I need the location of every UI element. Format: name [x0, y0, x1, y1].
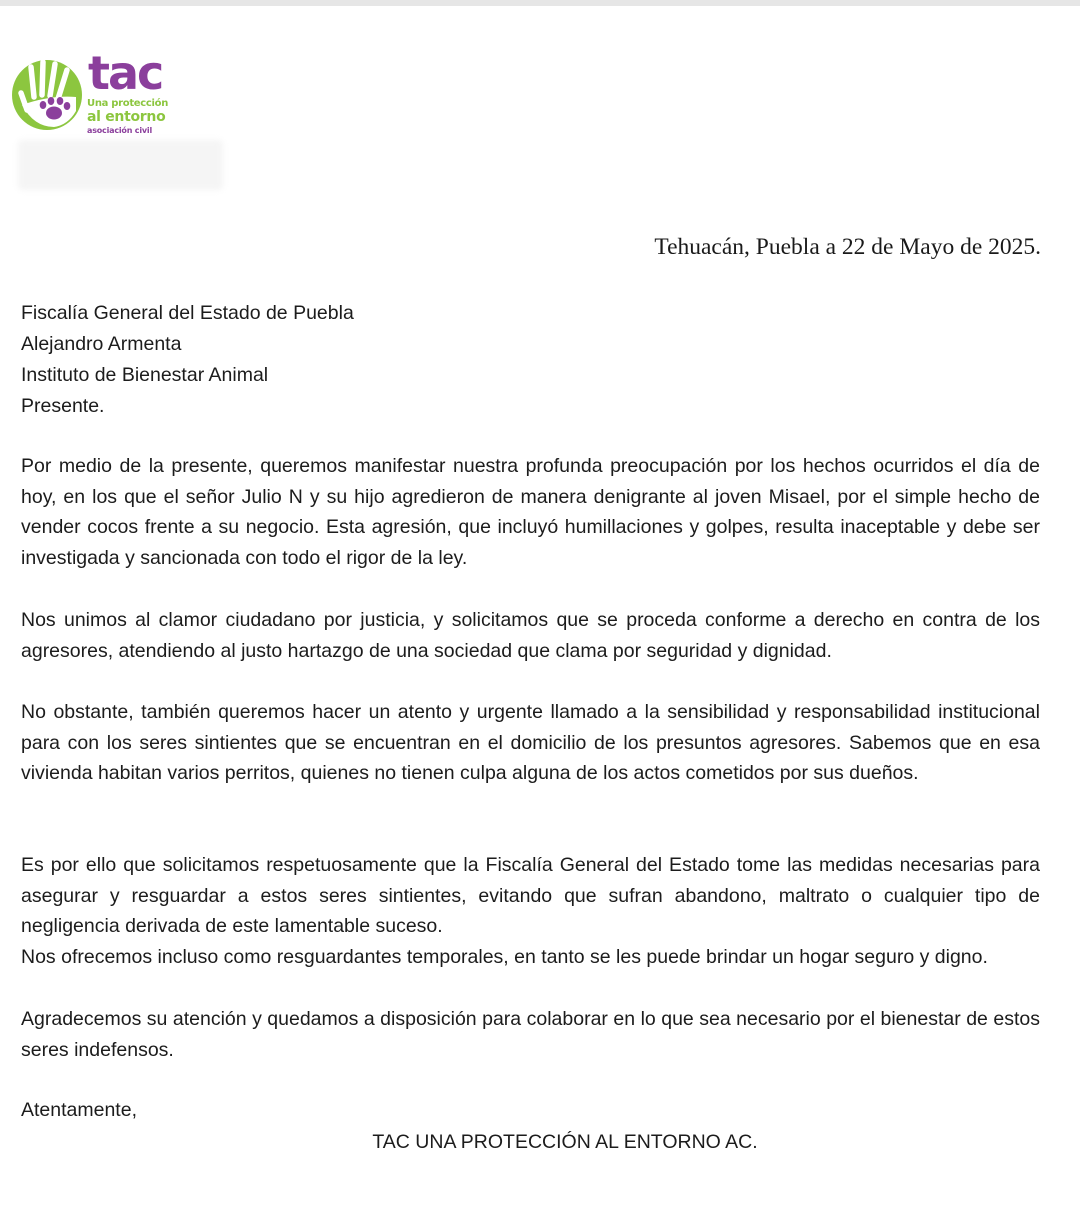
recipient-line: Alejandro Armenta: [21, 333, 182, 355]
body-paragraph: Agradecemos su atención y quedamos a disposición para colaborar en lo que sea necesario por el bienestar de estos seres indefensos.: [21, 1008, 1040, 1061]
signature-line: TAC UNA PROTECCIÓN AL ENTORNO AC.: [372, 1131, 758, 1153]
logo-tagline: al entorno: [87, 109, 166, 125]
recipient-line: Fiscalía General del Estado de Puebla: [21, 302, 354, 324]
logo-wordmark: tac: [88, 46, 163, 100]
logo-tagline: asociación civil: [87, 126, 152, 135]
body-paragraph: Es por ello que solicitamos respetuosamente que la Fiscalía General del Estado tome las medidas necesarias para asegurar y resguardar a estos seres sintientes, evitando que sufran abandono, maltrato o cualquier tipo de negligencia derivada de este lamentable suceso.: [21, 854, 1040, 938]
hand-paw-logo-icon: [10, 55, 90, 135]
body-paragraph: Nos ofrecemos incluso como resguardantes temporales, en tanto se les puede brindar un hogar seguro y digno.: [21, 946, 988, 968]
logo-tagline: Una protección: [87, 98, 169, 109]
body-paragraph: No obstante, también queremos hacer un atento y urgente llamado a la sensibilidad y responsabilidad institucional para con los seres sintientes que se encuentran en el domicilio de los presuntos agresores. Sabemos que en esa vivienda habitan varios perritos, quienes no tienen culpa alguna de los actos cometidos por sus dueños.: [21, 701, 1040, 785]
recipient-line: Presente.: [21, 395, 105, 417]
recipient-line: Instituto de Bienestar Animal: [21, 364, 269, 386]
tac-logo: [10, 46, 169, 140]
top-border: [0, 0, 1080, 6]
redacted-area: [18, 140, 223, 190]
letter-date: Tehuacán, Puebla a 22 de Mayo de 2025.: [654, 234, 1041, 260]
recipient-block: [21, 298, 354, 422]
closing-line: Atentamente,: [21, 1099, 137, 1121]
body-paragraph: Por medio de la presente, queremos manifestar nuestra profunda preocupación por los hechos ocurridos el día de hoy, en los que el señor Julio N y su hijo agredieron de manera denigrante al joven Misael, por el simple hecho de vender cocos frente a su negocio. Esta agresión, que incluyó humillaciones y golpes, resulta inaceptable y debe ser investigada y sancionada con todo el rigor de la ley.: [21, 455, 1040, 570]
body-paragraph: Nos unimos al clamor ciudadano por justicia, y solicitamos que se proceda conforme a derecho en contra de los agresores, atendiendo al justo hartazgo de una sociedad que clama por seguridad y dignidad.: [21, 609, 1040, 662]
